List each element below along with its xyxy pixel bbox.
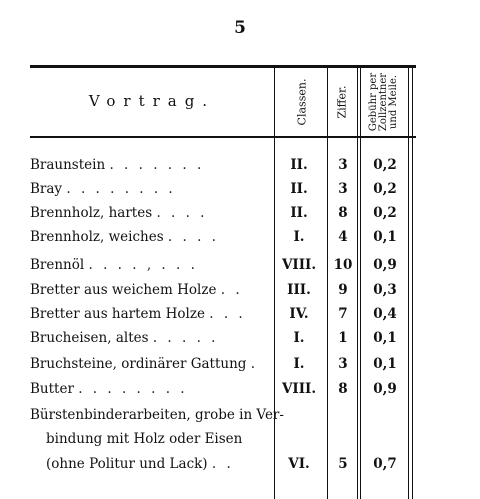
header-fee-line2: Zollzentner <box>378 72 389 132</box>
row-name: Bruchsteine, ordinärer Gattung <box>30 356 247 372</box>
row-fee: 0,2 <box>373 205 397 221</box>
row-figure: 3 <box>338 356 348 372</box>
row-class: II. <box>290 181 308 197</box>
row-figure: 3 <box>338 181 348 197</box>
row-figure: 9 <box>338 282 348 298</box>
table-top-rule <box>30 65 416 68</box>
header-bottom-rule <box>30 136 416 138</box>
column-rule-outer-right <box>412 68 413 499</box>
row-name: Bray <box>30 181 63 197</box>
last-entry-line1: Bürstenbinderarbeiten, grobe in Ver- <box>30 407 284 423</box>
row-name: Bretter aus weichem Holze <box>30 282 217 298</box>
row-class: II. <box>290 157 308 173</box>
header-fee-line3: und Meile. <box>388 74 399 130</box>
row-leader-dots: . . <box>211 456 234 472</box>
row-class: II. <box>290 205 308 221</box>
row-figure: 10 <box>333 257 353 273</box>
row-leader-dots: . . <box>220 282 243 298</box>
last-entry-line3: (ohne Politur und Lack) <box>46 456 208 472</box>
row-leader-dots: . . . . , . . . <box>88 257 198 273</box>
row-name: Brennholz, hartes <box>30 205 153 221</box>
row-figure: 7 <box>338 306 348 322</box>
row-figure: 1 <box>338 330 348 346</box>
row-leader-dots: . . . . <box>167 229 219 245</box>
header-class-cell <box>282 68 322 136</box>
header-figure: Ziffer. <box>336 85 350 119</box>
row-figure: 8 <box>338 381 348 397</box>
row-name: Brennholz, weiches <box>30 229 164 245</box>
row-class: I. <box>293 356 305 372</box>
row-class: I. <box>293 229 305 245</box>
row-leader-dots: . . . . . <box>152 330 219 346</box>
row-fee: 0,1 <box>373 229 397 245</box>
row-figure: 5 <box>338 456 348 472</box>
row-fee: 0,2 <box>373 157 397 173</box>
row-leader-dots: . . . . . . . <box>109 157 205 173</box>
row-name: Bretter aus hartem Holze <box>30 306 205 322</box>
header-description: Vortrag. <box>88 92 216 110</box>
header-class: Classen. <box>295 78 308 126</box>
header-figure-cell <box>330 68 356 136</box>
row-leader-dots: . . . . <box>156 205 208 221</box>
row-class: VI. <box>288 456 310 472</box>
row-class: VIII. <box>281 381 317 397</box>
header-fee-line1: Gebühr per <box>368 72 379 132</box>
row-leader-dots: . . . . . . . . <box>78 381 188 397</box>
row-class: I. <box>293 330 305 346</box>
row-figure: 4 <box>338 229 348 245</box>
row-name: Brennöl <box>30 257 85 273</box>
row-fee: 0,7 <box>373 456 397 472</box>
row-figure: 3 <box>338 157 348 173</box>
row-fee: 0,1 <box>373 356 397 372</box>
row-class: VIII. <box>281 257 317 273</box>
row-name: Butter <box>30 381 74 397</box>
row-name: Brucheisen, altes <box>30 330 149 346</box>
row-name: Braunstein <box>30 157 106 173</box>
row-fee: 0,3 <box>373 282 397 298</box>
header-fee-cell <box>362 68 406 136</box>
row-class: III. <box>287 282 311 298</box>
row-fee: 0,2 <box>373 181 397 197</box>
row-fee: 0,9 <box>373 381 397 397</box>
page-number: 5 <box>234 18 246 38</box>
row-leader-dots: . <box>250 356 259 372</box>
last-entry-line2: bindung mit Holz oder Eisen <box>46 431 243 447</box>
row-leader-dots: . . . . . . . . <box>66 181 176 197</box>
row-fee: 0,9 <box>373 257 397 273</box>
row-figure: 8 <box>338 205 348 221</box>
row-class: IV. <box>289 306 309 322</box>
row-fee: 0,1 <box>373 330 397 346</box>
row-leader-dots: . . . <box>209 306 246 322</box>
row-fee: 0,4 <box>373 306 397 322</box>
header-fee <box>369 73 399 131</box>
